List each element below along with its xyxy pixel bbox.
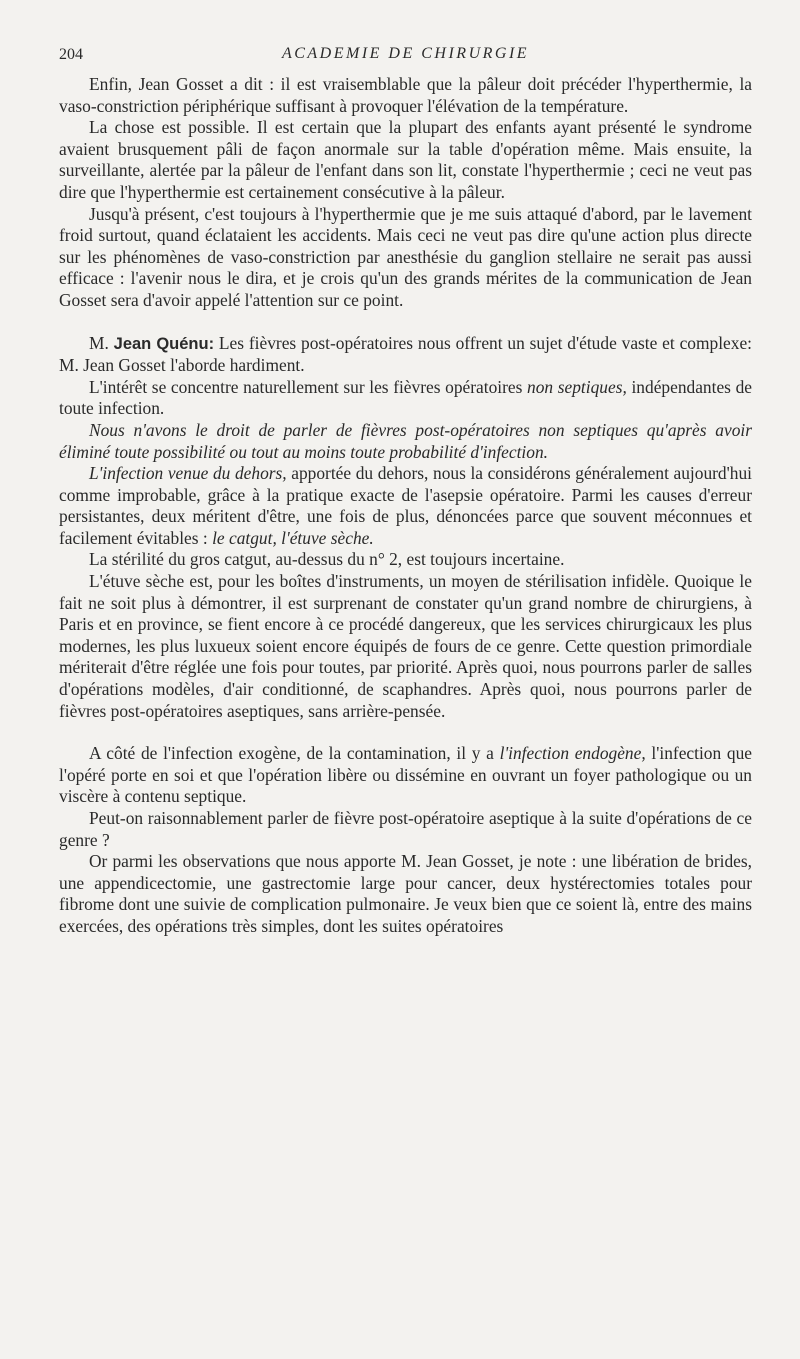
paragraph: Jusqu'à présent, c'est toujours à l'hyperthermie que je me suis attaqué d'abord, par le lavement froid surtout, quand éclataient les accidents. Mais ceci ne veut pas dire qu'une action plus directe sur les phénomènes de vaso-constriction par anesthésie du ganglion stellaire ne serait pas aussi efficace : l'avenir nous le dira, et je crois qu'un des grands mérites de la communication de Jean Gosset sera d'avoir appelé l'attention sur ce point.: [59, 203, 752, 310]
speaker-name: Jean Quénu:: [113, 334, 215, 353]
speaker-prefix: M.: [89, 332, 109, 353]
paragraph: Peut-on raisonnablement parler de fièvre post-opératoire aseptique à la suite d'opérations de ce genre ?: [59, 808, 752, 850]
paragraph: Enfin, Jean Gosset a dit : il est vraisemblable que la pâleur doit précéder l'hyperthermie, la vaso-constriction périphérique suffisant à provoquer l'élévation de la température.: [59, 74, 752, 116]
paragraph: A côté de l'infection exogène, de la contamination, il y a l'infection endogène, l'infection que l'opéré porte en soi et que l'opération libère ou dissémine en ouvrant un foyer pathologique ou un viscère à contenu septique.: [59, 743, 752, 807]
paragraph: La stérilité du gros catgut, au-dessus du n° 2, est toujours incertaine.: [89, 549, 565, 570]
paragraph: Or parmi les observations que nous apporte M. Jean Gosset, je note : une libération de brides, une appendicectomie, une gastrectomie large pour cancer, deux hystérectomies totales pour fibrome dont une suivie de complication pulmonaire. Je veux bien que ce soient là, entre des mains exercées, des opérations très simples, dont les suites opératoires: [59, 851, 752, 936]
paragraph-speaker: M. Jean Quénu: Les fièvres post-opératoires nous offrent un sujet d'étude vaste et complexe: M. Jean Gosset l'aborde hardiment.: [59, 332, 752, 376]
body-text: [59, 74, 752, 938]
paragraph: L'étuve sèche est, pour les boîtes d'instruments, un moyen de stérilisation infidèle. Quoique le fait ne soit plus à démontrer, il est surprenant de constater qu'un grand nombre de chirurgiens, à Paris et en province, se fient encore à ce procédé dangereux, que les services chirurgicaux les plus modernes, les plus luxueux soient encore équipés de fours de ce genre. Cette question primordiale mériterait d'être réglée une fois pour toutes, par priorité. Après quoi, nous pourrons parler de salles d'opérations modèles, d'air conditionné, de scaphandres. Après quoi, nous pourrons parler de fièvres post-opératoires aseptiques, sans arrière-pensée.: [59, 571, 752, 721]
page-number: 204: [59, 46, 83, 63]
paragraph: Nous n'avons le droit de parler de fièvres post-opératoires non septiques qu'après avoir éliminé toute possibilité ou tout au moins toute probabilité d'infection.: [59, 419, 752, 462]
page-header: [59, 40, 752, 74]
paragraph: La chose est possible. Il est certain que la plupart des enfants ayant présenté le syndrome avaient brusquement pâli de façon anormale sur la table d'opération même. Mais ensuite, la surveillante, alertée par la pâleur de l'enfant dans son lit, constate l'hyperthermie ; ceci ne veut pas dire que l'hyperthermie est certainement consécutive à la pâleur.: [59, 117, 752, 202]
paragraph: L'intérêt se concentre naturellement sur les fièvres opératoires non septiques, indépendantes de toute infection.: [59, 376, 752, 419]
running-head: ACADEMIE DE CHIRURGIE: [281, 45, 530, 62]
paragraph: L'infection venue du dehors, apportée du dehors, nous la considérons généralement aujourd'hui comme improbable, grâce à la pratique exacte de l'asepsie opératoire. Parmi les causes d'erreur persistantes, deux méritent d'être, une fois de plus, dénoncées parce que souvent méconnues et facilement évitables : le catgut, l'étuve sèche.: [59, 463, 752, 548]
